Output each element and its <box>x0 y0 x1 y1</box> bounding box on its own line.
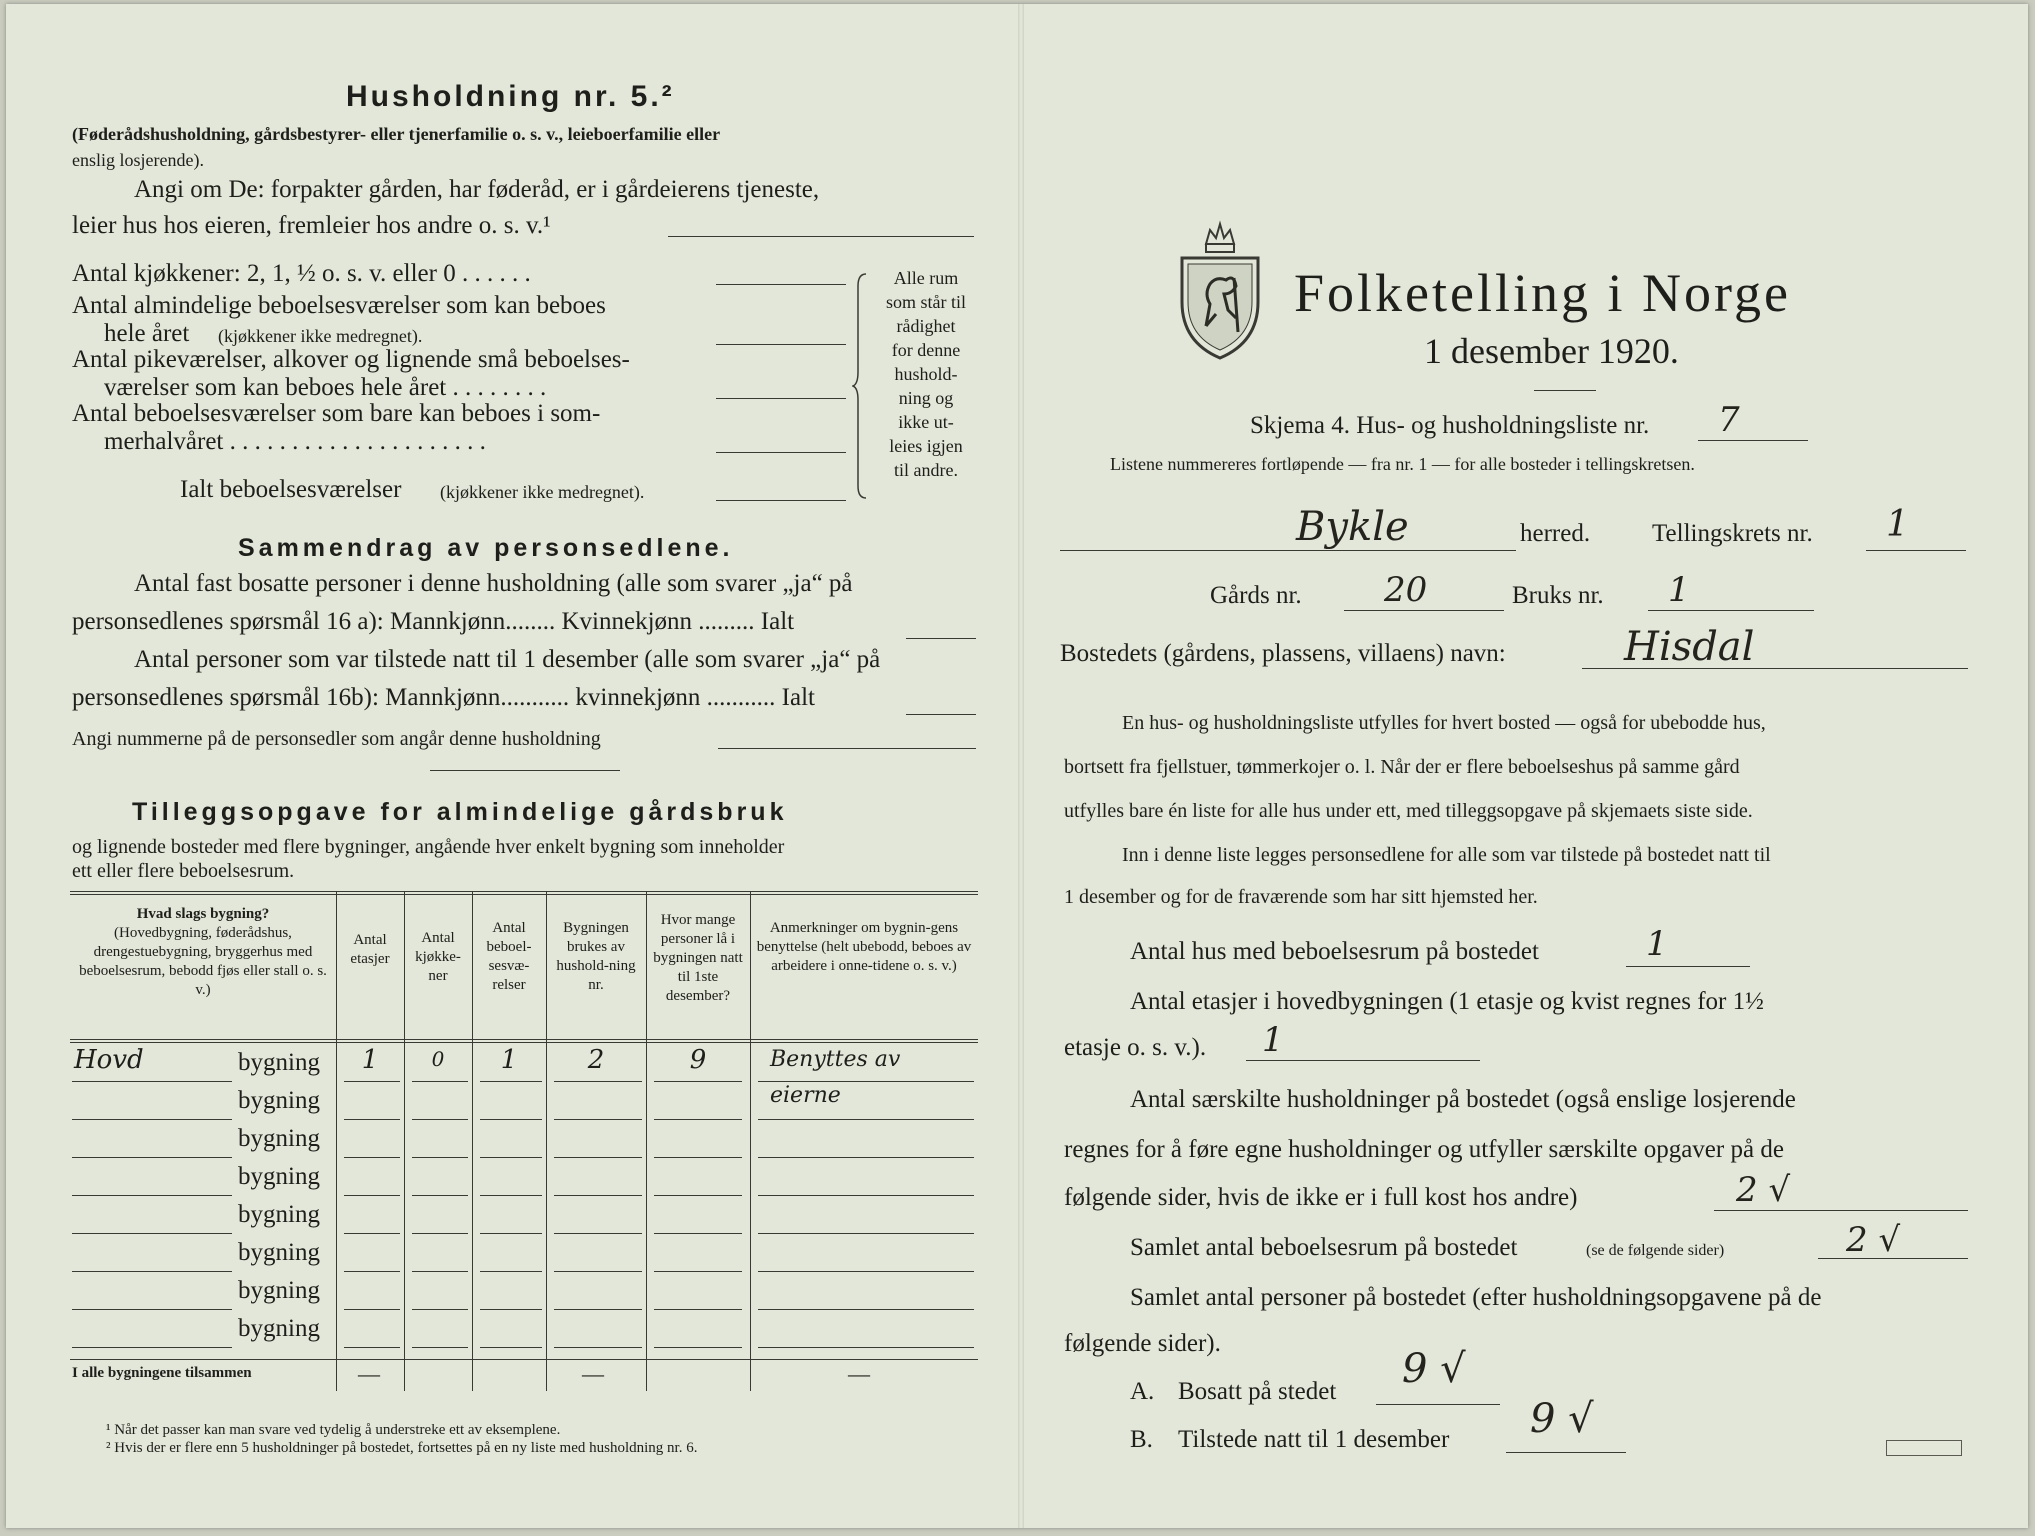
resident-label: Bosatt på stedet <box>1178 1378 1337 1405</box>
rooms-label-1: Antal almindelige beboelsesværelser som kan beboes <box>72 292 606 319</box>
households-line <box>1714 1210 1968 1211</box>
table-header-rule <box>70 1039 978 1043</box>
brace-note-line: for denne <box>891 340 961 360</box>
households-label-1: Antal særskilte husholdninger på bostedet (også enslige losjerende <box>1130 1086 1796 1113</box>
summary-line-1: Antal fast bosatte personer i denne husholdning (alle som svarer „ja“ på <box>134 570 853 597</box>
table-cell-line[interactable] <box>654 1195 742 1196</box>
row1-persons-value[interactable]: 9 <box>689 1045 707 1075</box>
present-label: Tilstede natt til 1 desember <box>1178 1426 1450 1453</box>
summer-rooms-answer-line[interactable] <box>716 452 846 453</box>
supplement-title: Tilleggsopgave for almindelige gårdsbruk <box>132 798 788 826</box>
person-numbers-line[interactable] <box>718 748 976 749</box>
brace-note-line: ikke ut- <box>898 412 954 432</box>
angi-line-1: Angi om De: forpakter gården, har føderåd, er i gårdeierens tjeneste, <box>134 176 820 203</box>
kitchens-answer-line[interactable] <box>716 284 846 285</box>
table-top-rule <box>70 891 978 895</box>
table-cell-line[interactable] <box>758 1081 974 1082</box>
bruks-value[interactable]: 1 <box>1668 570 1690 610</box>
total-remarks-dash: — <box>848 1361 870 1386</box>
summary-total-line-2[interactable] <box>906 714 976 715</box>
households-value[interactable]: 2 √ <box>1736 1170 1791 1210</box>
herred-value[interactable]: Bykle <box>1296 504 1409 550</box>
maid-rooms-label-1: Antal pikeværelser, alkover og lignende små beboelses- <box>72 346 630 373</box>
table-cell-line[interactable] <box>412 1081 468 1082</box>
rooms-answer-line[interactable] <box>716 344 846 345</box>
table-cell-line[interactable] <box>554 1271 642 1272</box>
supplement-line-2: ett eller flere beboelsesrum. <box>72 860 295 882</box>
bygning-label: bygning <box>238 1049 320 1076</box>
total-rooms-label-a: Ialt beboelsesværelser <box>180 476 402 503</box>
brace-note-line: til andre. <box>894 460 958 480</box>
header-household: Bygningen brukes av hushold-ning nr. <box>556 920 636 993</box>
table-col-divider <box>472 891 473 1391</box>
title-divider <box>1534 390 1596 391</box>
resident-letter: A. <box>1130 1378 1155 1405</box>
table-total-rule <box>70 1359 978 1360</box>
header-floors: Antal etasjer <box>350 932 390 967</box>
table-cell-line[interactable] <box>72 1347 232 1348</box>
brace-note <box>876 266 976 482</box>
rooms-label-2a: hele året <box>104 320 190 347</box>
total-rooms-answer-line[interactable] <box>716 500 846 501</box>
maid-rooms-answer-line[interactable] <box>716 398 846 399</box>
table-cell-line[interactable] <box>344 1233 400 1234</box>
row1-type-value[interactable]: Hovd <box>74 1045 144 1075</box>
header-persons: Hvor mange personer lå i bygningen natt til 1ste desember? <box>653 912 743 1004</box>
total-floors-dash: — <box>358 1361 380 1386</box>
supplement-line-1: og lignende bosteder med flere bygninger, angående hver enkelt bygning som inneholder <box>72 836 785 858</box>
floors-value[interactable]: 1 <box>1262 1020 1284 1060</box>
page-fold <box>1018 4 1024 1528</box>
total-row-label: I alle bygningene tilsammen <box>72 1365 252 1381</box>
table-cell-line[interactable] <box>72 1157 232 1158</box>
table-cell-line[interactable] <box>344 1119 400 1120</box>
header-building-type <box>72 905 334 1000</box>
bosted-label: Bostedets (gårdens, plassens, villaens) navn: <box>1060 640 1506 667</box>
brace-note-line: som står til <box>886 292 966 312</box>
instruction-3: utfylles bare én liste for alle hus under ett, med tilleggsopgave på skjemaets siste side. <box>1064 800 1753 822</box>
brace-note-line: Alle rum <box>893 268 959 288</box>
angi-answer-line[interactable] <box>668 236 974 237</box>
table-col-divider <box>404 891 405 1391</box>
table-cell-line[interactable] <box>72 1195 232 1196</box>
bygning-label: bygning <box>238 1315 320 1342</box>
houses-line <box>1626 966 1750 967</box>
gards-label: Gårds nr. <box>1210 582 1302 609</box>
gards-line <box>1344 610 1504 611</box>
bygning-label: bygning <box>238 1201 320 1228</box>
table-col-divider <box>750 891 751 1391</box>
header-kitchens: Antal kjøkke-ner <box>415 930 461 984</box>
table-cell-line[interactable] <box>554 1119 642 1120</box>
table-cell-line[interactable] <box>554 1195 642 1196</box>
table-cell-line[interactable] <box>654 1081 742 1082</box>
table-cell-line[interactable] <box>654 1271 742 1272</box>
present-line <box>1506 1452 1626 1453</box>
bygning-label: bygning <box>238 1125 320 1152</box>
row1-household-value[interactable]: 2 <box>587 1045 605 1075</box>
row1-remarks-value-1[interactable]: Benyttes av <box>770 1047 901 1072</box>
gards-value[interactable]: 20 <box>1384 570 1428 610</box>
present-letter: B. <box>1130 1426 1153 1453</box>
bosted-value[interactable]: Hisdal <box>1624 624 1755 670</box>
bosted-line <box>1582 668 1968 669</box>
total-household-dash: — <box>582 1361 604 1386</box>
table-cell-line[interactable] <box>554 1157 642 1158</box>
herred-line <box>1060 550 1516 551</box>
brace-note-line: rådighet <box>896 316 956 336</box>
summer-rooms-label-2: merhalvåret . . . . . . . . . . . . . . . . . . . . . <box>104 428 486 455</box>
summary-title: Sammendrag av personsedlene. <box>238 534 734 562</box>
header-building-type-sub: (Hovedbygning, føderådshus, drengestuebygning, bryggerhus med beboelsesrum, bebodd fjøs eller stall o. s. v.) <box>79 925 327 998</box>
table-cell-line[interactable] <box>758 1119 974 1120</box>
row1-rooms-value[interactable]: 1 <box>500 1045 518 1075</box>
table-cell-line[interactable] <box>480 1157 542 1158</box>
table-cell-line[interactable] <box>758 1347 974 1348</box>
summary-line-2: personsedlenes spørsmål 16 a): Mannkjønn........ Kvinnekjønn ......... Ialt <box>72 608 795 635</box>
brace-note-line: leies igjen <box>889 436 963 456</box>
instruction-1: En hus- og husholdningsliste utfylles for hvert bosted — også for ubebodde hus, <box>1122 712 1766 734</box>
census-date: 1 desember 1920. <box>1424 331 1679 371</box>
table-cell-line[interactable] <box>554 1309 642 1310</box>
table-cell-line[interactable] <box>554 1081 642 1082</box>
table-cell-line[interactable] <box>412 1119 468 1120</box>
table-cell-line[interactable] <box>480 1119 542 1120</box>
brace-icon <box>852 272 872 500</box>
bygning-label: bygning <box>238 1277 320 1304</box>
table-cell-line[interactable] <box>72 1233 232 1234</box>
table-cell-line[interactable] <box>654 1157 742 1158</box>
total-persons-label-2: følgende sider). <box>1064 1330 1221 1357</box>
table-cell-line[interactable] <box>758 1271 974 1272</box>
resident-value[interactable]: 9 √ <box>1402 1346 1466 1392</box>
census-title: Folketelling i Norge <box>1294 263 1791 323</box>
total-rooms-label-a: Samlet antal beboelsesrum på bostedet <box>1130 1234 1518 1261</box>
numbering-note: Listene nummereres fortløpende — fra nr. 1 — for alle bosteder i tellingskretsen. <box>1110 454 1695 474</box>
table-col-divider <box>646 891 647 1391</box>
table-cell-line[interactable] <box>412 1309 468 1310</box>
angi-line-2: leier hus hos eieren, fremleier hos andre o. s. v.¹ <box>72 212 551 239</box>
table-cell-line[interactable] <box>344 1309 400 1310</box>
total-rooms-line <box>1818 1258 1968 1259</box>
schema-number-value[interactable]: 7 <box>1718 400 1740 440</box>
table-cell-line[interactable] <box>758 1195 974 1196</box>
buildings-table <box>70 891 978 1391</box>
summary-line-3: Antal personer som var tilstede natt til 1 desember (alle som svarer „ja“ på <box>134 646 881 673</box>
houses-label: Antal hus med beboelsesrum på bostedet <box>1130 938 1539 965</box>
schema-number-line <box>1698 440 1808 441</box>
table-cell-line[interactable] <box>412 1271 468 1272</box>
table-cell-line[interactable] <box>480 1233 542 1234</box>
floors-label-2: etasje o. s. v.). <box>1064 1034 1207 1061</box>
table-cell-line[interactable] <box>654 1347 742 1348</box>
table-cell-line[interactable] <box>480 1081 542 1082</box>
maid-rooms-label-2: værelser som kan beboes hele året . . . . . . . . <box>104 374 547 401</box>
herred-label: herred. <box>1520 520 1591 547</box>
table-cell-line[interactable] <box>344 1157 400 1158</box>
present-value[interactable]: 9 √ <box>1530 1396 1594 1442</box>
table-cell-line[interactable] <box>72 1119 232 1120</box>
schema-label: Skjema 4. Hus- og husholdningsliste nr. <box>1250 412 1650 439</box>
instruction-5: 1 desember og for de fraværende som har sitt hjemsted her. <box>1064 886 1538 908</box>
table-cell-line[interactable] <box>344 1195 400 1196</box>
summer-rooms-label-1: Antal beboelsesværelser som bare kan beboes i som- <box>72 400 601 427</box>
row1-floors-value[interactable]: 1 <box>361 1045 379 1075</box>
bruks-label: Bruks nr. <box>1512 582 1604 609</box>
district-label: Tellingskrets nr. <box>1652 520 1813 547</box>
brace-note-line: hushold- <box>894 364 958 384</box>
table-cell-line[interactable] <box>480 1309 542 1310</box>
total-rooms-label-b: (kjøkkener ikke medregnet). <box>440 482 645 502</box>
table-cell-line[interactable] <box>654 1119 742 1120</box>
table-cell-line[interactable] <box>554 1347 642 1348</box>
header-remarks: Anmerkninger om bygnin-gens benyttelse (helt ubebodd, beboes av arbeidere i onne-tidene o. s. v.) <box>756 920 972 974</box>
table-cell-line[interactable] <box>480 1195 542 1196</box>
total-persons-label-1: Samlet antal personer på bostedet (efter husholdningsopgavene på de <box>1130 1284 1822 1311</box>
rooms-label-2b: (kjøkkener ikke medregnet). <box>218 326 423 346</box>
row1-kitchens-value[interactable]: 0 <box>431 1047 445 1071</box>
brace-note-line: ning og <box>898 388 954 408</box>
row1-remarks-value-2[interactable]: eierne <box>770 1083 841 1108</box>
table-cell-line[interactable] <box>758 1309 974 1310</box>
table-cell-line[interactable] <box>758 1233 974 1234</box>
table-cell-line[interactable] <box>72 1309 232 1310</box>
table-cell-line[interactable] <box>412 1233 468 1234</box>
table-cell-line[interactable] <box>480 1271 542 1272</box>
table-cell-line[interactable] <box>654 1233 742 1234</box>
section-divider <box>430 770 620 771</box>
table-cell-line[interactable] <box>412 1157 468 1158</box>
resident-line <box>1376 1404 1500 1405</box>
household-subtitle-2: enslig losjerende). <box>72 150 204 170</box>
total-rooms-value[interactable]: 2 √ <box>1846 1220 1901 1260</box>
footnote-1: ¹ Når det passer kan man svare ved tydelig å understreke ett av eksemplene. <box>106 1422 561 1438</box>
table-cell-line[interactable] <box>344 1271 400 1272</box>
table-cell-line[interactable] <box>72 1081 232 1082</box>
summary-line-5: Angi nummerne på de personsedler som angår denne husholdning <box>72 728 601 750</box>
kitchens-label: Antal kjøkkener: 2, 1, ½ o. s. v. eller 0 . . . . . . <box>72 260 531 287</box>
norway-coat-of-arms-icon <box>1176 214 1264 362</box>
table-col-divider <box>546 891 547 1391</box>
table-col-divider <box>336 891 337 1391</box>
summary-total-line-1[interactable] <box>906 638 976 639</box>
households-label-2: regnes for å føre egne husholdninger og utfyller særskilte opgaver på de <box>1064 1136 1784 1163</box>
total-rooms-label-b: (se de følgende sider) <box>1586 1242 1725 1259</box>
table-cell-line[interactable] <box>758 1157 974 1158</box>
table-cell-line[interactable] <box>654 1309 742 1310</box>
table-cell-line[interactable] <box>480 1347 542 1348</box>
household-title: Husholdning nr. 5.² <box>346 80 675 113</box>
floors-label-1: Antal etasjer i hovedbygningen (1 etasje og kvist regnes for 1½ <box>1130 988 1764 1015</box>
district-line <box>1866 550 1966 551</box>
bygning-label: bygning <box>238 1087 320 1114</box>
bygning-label: bygning <box>238 1163 320 1190</box>
floors-line <box>1246 1060 1480 1061</box>
bruks-line <box>1648 610 1814 611</box>
household-subtitle-1: (Føderådshusholdning, gårdsbestyrer- eller tjenerfamilie o. s. v., leieboerfamilie eller <box>72 124 721 144</box>
footnote-2: ² Hvis der er flere enn 5 husholdninger på bostedet, fortsettes på en ny liste med husholdning nr. 6. <box>106 1440 698 1456</box>
header-rooms: Antal beboel-sesvæ-relser <box>486 920 532 993</box>
district-value[interactable]: 1 <box>1886 504 1909 545</box>
table-cell-line[interactable] <box>344 1081 400 1082</box>
printer-stamp <box>1886 1440 1962 1456</box>
bygning-label: bygning <box>238 1239 320 1266</box>
instruction-4: Inn i denne liste legges personsedlene for alle som var tilstede på bostedet natt til <box>1122 844 1771 866</box>
header-building-type-title: Hvad slags bygning? <box>136 906 270 922</box>
census-form-sheet <box>6 4 2028 1528</box>
table-cell-line[interactable] <box>344 1347 400 1348</box>
summary-line-4: personsedlenes spørsmål 16b): Mannkjønn........... kvinnekjønn ........... Ialt <box>72 684 815 711</box>
table-cell-line[interactable] <box>554 1233 642 1234</box>
table-cell-line[interactable] <box>412 1347 468 1348</box>
table-cell-line[interactable] <box>412 1195 468 1196</box>
instruction-2: bortsett fra fjellstuer, tømmerkojer o. l. Når der er flere beboelseshus på samme gård <box>1064 756 1740 778</box>
households-label-3: følgende sider, hvis de ikke er i full kost hos andre) <box>1064 1184 1578 1211</box>
houses-value[interactable]: 1 <box>1646 924 1668 964</box>
table-cell-line[interactable] <box>72 1271 232 1272</box>
